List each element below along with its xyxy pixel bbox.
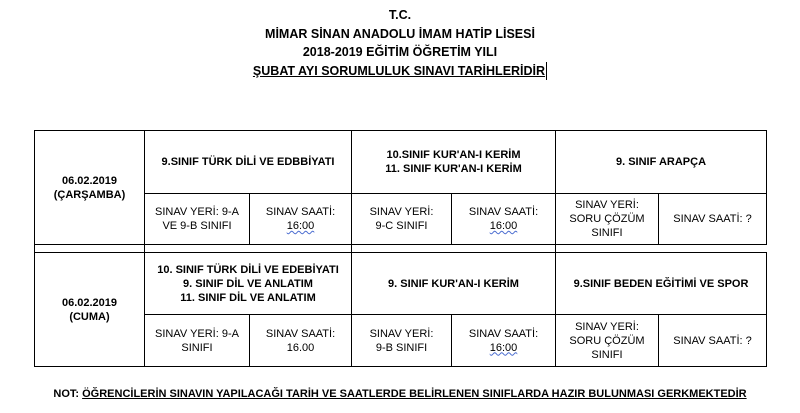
subject-line: 9. SINIF KUR'AN-I KERİM xyxy=(388,277,519,290)
subject-cell xyxy=(145,131,352,194)
subject-cell xyxy=(352,131,556,194)
place-line: SORU ÇÖZÜM xyxy=(569,334,645,347)
document-header xyxy=(0,6,800,80)
place-cell xyxy=(352,315,452,367)
exam-date: 06.02.2019 xyxy=(61,296,118,309)
header-school-name: MİMAR SİNAN ANADOLU İMAM HATİP LİSESİ xyxy=(265,26,535,41)
date-cell xyxy=(35,253,145,367)
table-spacer-row xyxy=(35,245,767,253)
time-cell xyxy=(659,315,767,367)
subject-cell xyxy=(556,253,767,315)
time-cell xyxy=(659,194,767,245)
place-line: SINAV YERİ: xyxy=(575,199,639,211)
time-cell xyxy=(250,194,352,245)
date-cell xyxy=(35,131,145,245)
subject-line: 11. SINIF DİL VE ANLATIM xyxy=(180,291,316,304)
subject-line: 9.SINIF TÜRK DİLİ VE EDBBİYATI xyxy=(161,156,335,168)
header-line-tc: T.C. xyxy=(388,8,412,22)
subject-line: 9. SINIF ARAPÇA xyxy=(615,156,707,168)
place-cell xyxy=(145,194,250,245)
subject-line: 10. SINIF TÜRK DİLİ VE EDEBİYATI xyxy=(157,263,339,276)
exam-weekday: (ÇARŞAMBA) xyxy=(53,188,126,201)
place-cell xyxy=(145,315,250,367)
subject-cell xyxy=(352,253,556,315)
time-value: 16:00 xyxy=(489,341,518,354)
time-value: 16:00 xyxy=(489,220,518,232)
place-line: SINAV YERİ: xyxy=(575,320,639,333)
place-line: 9-C SINIFI xyxy=(375,220,428,232)
place-line: SINIFI xyxy=(591,348,623,361)
time-label: SINAV SAATİ: xyxy=(468,206,539,218)
time-cell xyxy=(250,315,352,367)
subject-cell xyxy=(556,131,767,194)
place-line: SINAV YERİ: xyxy=(369,206,434,218)
note-text: ÖĞRENCİLERİN SINAVIN YAPILACAĞI TARİH VE SAATLERDE BELİRLENEN SINIFLARDA HAZIR BULUNMASI GERKMEKTEDİR xyxy=(82,388,747,400)
subject-cell xyxy=(145,253,352,315)
time-cell xyxy=(452,315,556,367)
time-label: SINAV SAATİ: xyxy=(265,327,336,340)
time-value: 16.00 xyxy=(286,341,315,354)
note-prefix: NOT: xyxy=(53,388,80,400)
place-line: SINIFI xyxy=(591,227,623,239)
place-line: SINAV YERİ: 9-A xyxy=(155,327,239,340)
place-cell xyxy=(556,315,659,367)
table-row xyxy=(35,131,767,194)
time-label: SINAV SAATİ: xyxy=(468,327,539,340)
place-line: SINAV YERİ: 9-A xyxy=(155,206,239,218)
subject-line: 11. SINIF KUR'AN-I KERİM xyxy=(385,163,522,175)
time-value: 16:00 xyxy=(286,220,315,232)
table-row xyxy=(35,315,767,367)
header-title-line xyxy=(0,62,800,81)
place-cell xyxy=(556,194,659,245)
time-label: SINAV SAATİ: ? xyxy=(673,213,752,225)
table-row xyxy=(35,253,767,315)
subject-line: 10.SINIF KUR'AN-I KERİM xyxy=(386,149,521,161)
place-line: SINAV YERİ: xyxy=(369,327,434,340)
place-line: SINIFI xyxy=(181,341,213,354)
place-line: SORU ÇÖZÜM xyxy=(569,213,645,225)
place-line: VE 9-B SINIFI xyxy=(162,220,232,232)
exam-date: 06.02.2019 xyxy=(61,174,118,187)
table-row xyxy=(35,194,767,245)
time-cell xyxy=(452,194,556,245)
subject-line: 9. SINIF DİL VE ANLATIM xyxy=(183,277,313,290)
exam-schedule-table xyxy=(34,130,767,367)
header-academic-year: 2018-2019 EĞİTİM ÖĞRETİM YILI xyxy=(302,45,498,59)
exam-weekday: (CUMA) xyxy=(69,310,110,323)
page-title: ŞUBAT AYI SORUMLULUK SINAVI TARİHLERİDİR xyxy=(253,62,547,81)
place-line: 9-B SINIFI xyxy=(375,341,428,354)
subject-line: 9.SINIF BEDEN EĞİTİMİ VE SPOR xyxy=(573,277,749,290)
time-label: SINAV SAATİ: xyxy=(265,206,336,218)
time-label: SINAV SAATİ: ? xyxy=(673,334,752,347)
footer-note xyxy=(0,388,800,400)
place-cell xyxy=(352,194,452,245)
